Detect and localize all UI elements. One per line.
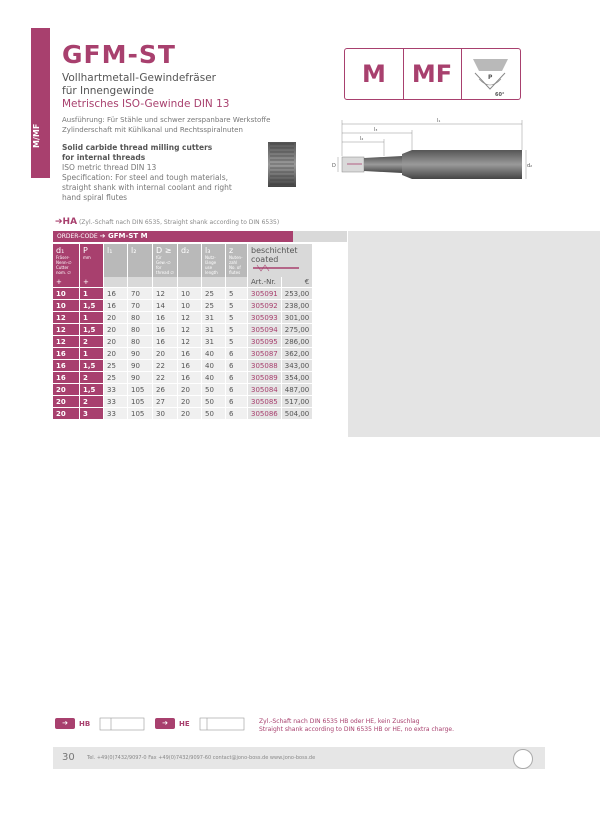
- cell-l1: 33: [104, 396, 128, 408]
- cell-d2: 12: [178, 324, 202, 336]
- cell-l3: 40: [202, 372, 226, 384]
- cell-l3: 40: [202, 348, 226, 360]
- cell-price: 362,00: [281, 348, 313, 360]
- contact-line: Tel. +49(0)7432/9097-0 Fax +49(0)7432/9097-60 contact@jono-boss.de www.jono-boss.de: [87, 755, 316, 761]
- table-row: [53, 360, 313, 372]
- col-l3: l₃ Nutz-länge use length: [202, 244, 226, 277]
- cell-d1: 16: [53, 360, 80, 372]
- dim-d: D: [332, 163, 336, 169]
- cell-l3: 25: [202, 288, 226, 300]
- spec-de: [62, 115, 270, 135]
- cell-art: 305089: [248, 372, 282, 384]
- cell-d2: 20: [178, 408, 202, 420]
- spec-en-line: straight shank with internal coolant and right: [62, 183, 232, 192]
- title-en-line: Solid carbide thread milling cutters: [62, 143, 213, 152]
- subtitle-de: [62, 72, 216, 98]
- cell-l3: 50: [202, 396, 226, 408]
- cell-l2: 90: [128, 348, 153, 360]
- cell-l1: 20: [104, 324, 128, 336]
- cell-d1: 12: [53, 336, 80, 348]
- pitch-label: P: [488, 74, 493, 81]
- cell-d1: 12: [53, 312, 80, 324]
- order-code-spacer: [293, 231, 347, 242]
- cell-z: 6: [226, 384, 248, 396]
- cell-p: 1,5: [80, 324, 104, 336]
- cell-art: 305087: [248, 348, 282, 360]
- page-number: 30: [62, 752, 75, 763]
- cell-d: 16: [153, 312, 178, 324]
- cell-l3: 31: [202, 324, 226, 336]
- cell-z: 5: [226, 288, 248, 300]
- cell-p: 1,5: [80, 360, 104, 372]
- plus-marker: +: [80, 277, 104, 288]
- cell-d: 20: [153, 348, 178, 360]
- title-en-line: for internal threads: [62, 153, 146, 162]
- cell-z: 6: [226, 360, 248, 372]
- cell-d2: 10: [178, 300, 202, 312]
- cell-l3: 50: [202, 384, 226, 396]
- cell-l3: 31: [202, 336, 226, 348]
- cell-price: 487,00: [281, 384, 313, 396]
- table-row: [53, 372, 313, 384]
- shank-hb-label: HB: [79, 720, 91, 728]
- table-subheader-row: [53, 277, 313, 288]
- dim-d2: d₂: [527, 163, 532, 169]
- col-z: z Nuten-zahl No. of flutes: [226, 244, 248, 277]
- cell-l1: 33: [104, 408, 128, 420]
- col-d: D ≥ für Gew.-∅ for thread ∅: [153, 244, 178, 277]
- col-d1: d₁ Fräser-Nenn-∅ Cutter nom. ∅: [53, 244, 80, 277]
- cell-art: 305091: [248, 288, 282, 300]
- side-tab-label: M/MF: [32, 123, 41, 148]
- cell-l3: 50: [202, 408, 226, 420]
- cell-d: 22: [153, 360, 178, 372]
- table-header-row: [53, 244, 313, 277]
- angle-label: 60°: [495, 92, 505, 98]
- subtitle-de-line: für Innengewinde: [62, 85, 154, 97]
- cell-price: 286,00: [281, 336, 313, 348]
- material-badges: [344, 48, 521, 100]
- cell-l3: 40: [202, 360, 226, 372]
- cell-art: 305086: [248, 408, 282, 420]
- cell-d1: 20: [53, 384, 80, 396]
- spec-en-line: ISO metric thread DIN 13: [62, 163, 157, 172]
- cell-z: 6: [226, 396, 248, 408]
- order-code-label: ORDER-CODE: [57, 233, 98, 240]
- coated-tool-icon: [251, 264, 301, 272]
- col-l1: l₁: [104, 244, 128, 277]
- cell-d1: 16: [53, 372, 80, 384]
- order-code-bar: [53, 231, 293, 242]
- cell-art: 305085: [248, 396, 282, 408]
- cell-price: 238,00: [281, 300, 313, 312]
- cell-d2: 16: [178, 348, 202, 360]
- shank-note: [259, 718, 454, 734]
- side-tab: [31, 28, 50, 178]
- art-header: Art.-Nr.: [248, 277, 282, 288]
- cell-d1: 16: [53, 348, 80, 360]
- product-title: GFM-ST: [62, 40, 176, 69]
- table-row: [53, 300, 313, 312]
- thread-profile-icon: [461, 49, 520, 99]
- col-p: P mm: [80, 244, 104, 277]
- cell-d1: 20: [53, 408, 80, 420]
- cell-l1: 16: [104, 288, 128, 300]
- cell-z: 5: [226, 336, 248, 348]
- dim-l3: l₃: [374, 127, 378, 133]
- arrow-icon: ➔: [155, 718, 175, 729]
- cell-art: 305088: [248, 360, 282, 372]
- table-row: [53, 336, 313, 348]
- cell-d: 26: [153, 384, 178, 396]
- cell-l2: 70: [128, 288, 153, 300]
- shank-he-label: HE: [179, 720, 190, 728]
- cell-p: 2: [80, 336, 104, 348]
- cell-p: 2: [80, 372, 104, 384]
- cell-p: 1,5: [80, 300, 104, 312]
- cell-d: 22: [153, 372, 178, 384]
- col-d2: d₂: [178, 244, 202, 277]
- badge-mf: MF: [403, 49, 462, 99]
- shank-note-line: Zyl.-Schaft nach DIN 6535 HB oder HE, kein Zuschlag: [259, 718, 420, 725]
- cell-d: 12: [153, 288, 178, 300]
- cell-price: 301,00: [281, 312, 313, 324]
- cell-d2: 20: [178, 384, 202, 396]
- cell-d: 14: [153, 300, 178, 312]
- cell-p: 2: [80, 396, 104, 408]
- cell-l1: 25: [104, 360, 128, 372]
- cell-z: 6: [226, 348, 248, 360]
- table-row: [53, 408, 313, 420]
- table-row: [53, 348, 313, 360]
- cell-l1: 25: [104, 372, 128, 384]
- ha-text: (Zyl.-Schaft nach DIN 6535, Straight shank according to DIN 6535): [78, 219, 280, 226]
- cell-l3: 31: [202, 312, 226, 324]
- title-en: [62, 143, 212, 163]
- cell-d1: 10: [53, 300, 80, 312]
- cell-art: 305093: [248, 312, 282, 324]
- shank-ha-line: [55, 217, 279, 227]
- arrow-icon: ➔: [55, 718, 75, 729]
- cell-price: 354,00: [281, 372, 313, 384]
- cell-l1: 33: [104, 384, 128, 396]
- cell-price: 517,00: [281, 396, 313, 408]
- arrow-icon: ➔: [99, 232, 108, 240]
- table-row: [53, 288, 313, 300]
- subtitle-thread-de: Metrisches ISO-Gewinde DIN 13: [62, 98, 230, 110]
- cell-l2: 90: [128, 372, 153, 384]
- spec-de-line: Ausführung: Für Stähle und schwer zerspanbare Werkstoffe: [62, 116, 271, 124]
- order-code-value: GFM-ST M: [107, 232, 148, 240]
- cell-d2: 16: [178, 372, 202, 384]
- shank-he-icon: [199, 716, 245, 732]
- company-logo: [513, 749, 533, 769]
- arrow-icon: ➔: [55, 217, 63, 227]
- cell-l2: 105: [128, 384, 153, 396]
- table-row: [53, 384, 313, 396]
- cell-z: 5: [226, 312, 248, 324]
- cell-d2: 10: [178, 288, 202, 300]
- cell-d1: 10: [53, 288, 80, 300]
- cell-d1: 20: [53, 396, 80, 408]
- tool-drawing: [262, 112, 532, 192]
- cell-l2: 70: [128, 300, 153, 312]
- cell-l1: 20: [104, 336, 128, 348]
- cell-art: 305095: [248, 336, 282, 348]
- cell-p: 1: [80, 312, 104, 324]
- spec-en-line: hand spiral flutes: [62, 193, 128, 202]
- cell-l2: 80: [128, 312, 153, 324]
- cell-d1: 12: [53, 324, 80, 336]
- empty-panel: [348, 231, 600, 437]
- cell-p: 1: [80, 288, 104, 300]
- cell-z: 6: [226, 408, 248, 420]
- cell-p: 1: [80, 348, 104, 360]
- cell-art: 305092: [248, 300, 282, 312]
- cell-price: 504,00: [281, 408, 313, 420]
- cell-d: 27: [153, 396, 178, 408]
- cell-p: 1,5: [80, 384, 104, 396]
- cell-art: 305094: [248, 324, 282, 336]
- col-l2: l₂: [128, 244, 153, 277]
- cell-price: 275,00: [281, 324, 313, 336]
- cell-d2: 16: [178, 360, 202, 372]
- spec-en: [62, 163, 232, 203]
- shank-note-line: Straight shank according to DIN 6535 HB or HE, no extra charge.: [259, 726, 454, 733]
- plus-marker: +: [53, 277, 80, 288]
- cell-z: 6: [226, 372, 248, 384]
- eur-header: €: [281, 277, 313, 288]
- cell-l1: 20: [104, 348, 128, 360]
- cell-d2: 12: [178, 312, 202, 324]
- badge-m: M: [345, 49, 404, 99]
- ha-tag: HA: [62, 217, 78, 227]
- cell-d: 16: [153, 336, 178, 348]
- cell-l2: 105: [128, 396, 153, 408]
- cell-art: 305084: [248, 384, 282, 396]
- cell-d: 16: [153, 324, 178, 336]
- cell-p: 3: [80, 408, 104, 420]
- dim-l1: l₁: [437, 118, 441, 124]
- cell-d2: 20: [178, 396, 202, 408]
- cell-d: 30: [153, 408, 178, 420]
- cell-l1: 20: [104, 312, 128, 324]
- spec-en-line: Specification: For steel and tough materials,: [62, 173, 228, 182]
- subtitle-de-line: Vollhartmetall-Gewindefräser: [62, 72, 216, 84]
- col-coated: beschichtet coated: [248, 244, 313, 277]
- footer: [53, 747, 545, 769]
- data-table: [53, 244, 313, 420]
- dim-l2: l₂: [360, 136, 364, 142]
- cell-l2: 90: [128, 360, 153, 372]
- cell-l2: 105: [128, 408, 153, 420]
- table-row: [53, 324, 313, 336]
- cell-l3: 25: [202, 300, 226, 312]
- cell-price: 253,00: [281, 288, 313, 300]
- table-row: [53, 396, 313, 408]
- cell-l1: 16: [104, 300, 128, 312]
- cell-l2: 80: [128, 324, 153, 336]
- cell-price: 343,00: [281, 360, 313, 372]
- table-row: [53, 312, 313, 324]
- shank-hb-icon: [99, 716, 145, 732]
- cell-l2: 80: [128, 336, 153, 348]
- cell-d2: 12: [178, 336, 202, 348]
- cell-z: 5: [226, 324, 248, 336]
- cell-z: 5: [226, 300, 248, 312]
- spec-de-line: Zylinderschaft mit Kühlkanal und Rechtsspiralnuten: [62, 126, 243, 134]
